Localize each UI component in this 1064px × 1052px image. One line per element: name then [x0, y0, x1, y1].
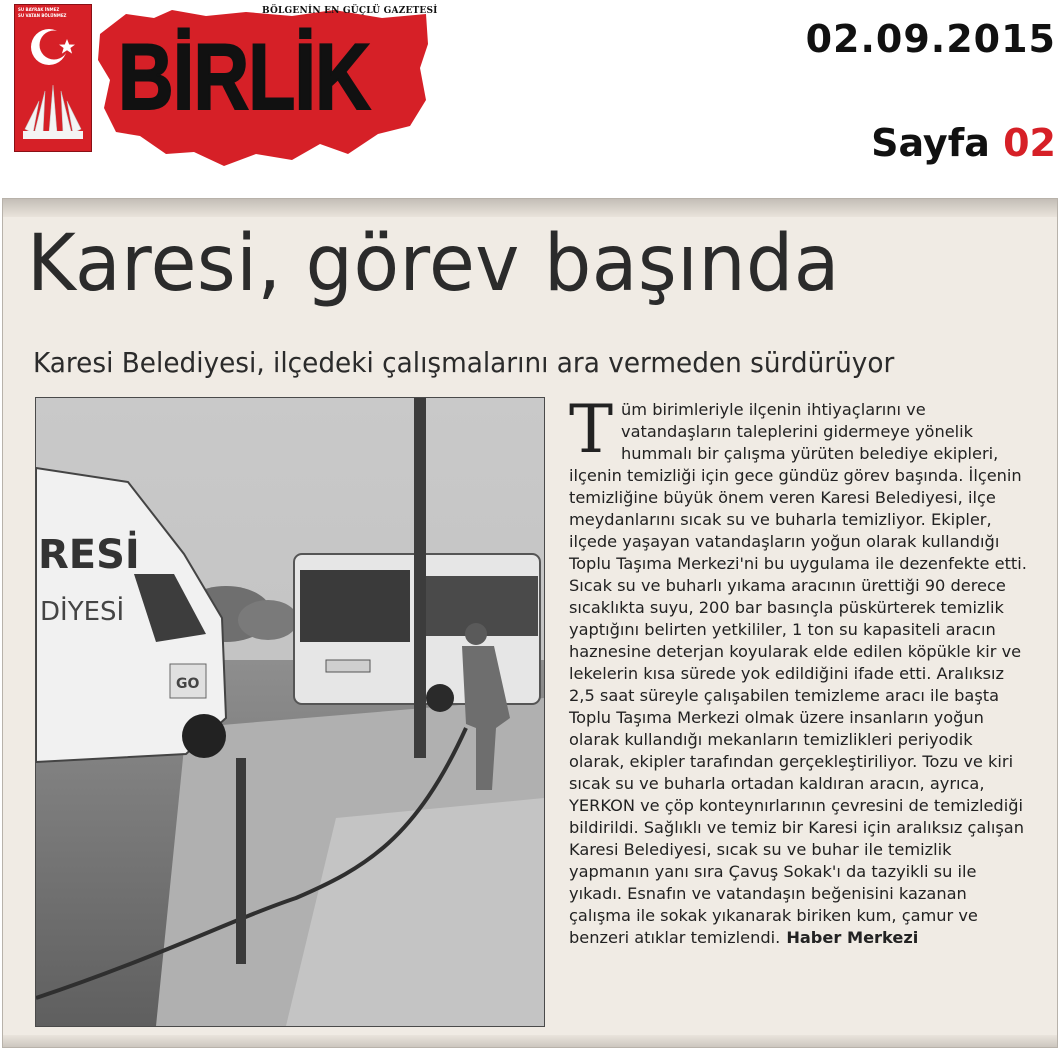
article-text: üm birimleriyle ilçenin ihtiyaçlarını ve vatandaşların taleplerini gidermeye yönelik hummalı bir çalışma yürüten belediye ekipleri, ilçenin temizliği için gece gündüz görev başında. İlçenin temizliğine büyük önem veren Karesi Belediyesi, ilçe meydanlarını sıcak su ve buharla temizliyor. Ekipler, ilçede yaşayan vatandaşların yoğun olarak kullandığı Toplu Taşıma Merkezi'ni bu uygulama ile dezenfekte etti. Sıcak su ve buharlı yıkama aracının ürettiği 90 derece sıcaklıkta suyu, 200 bar basınçla püskürterek temizlik yaptığını belirten yetkililer, 1 ton su kapasiteli aracın haznesine deterjan koyularak elde edilen köpükle kir ve lekelerin kısa sürede yok edildiğini ifade etti. Aralıksız 2,5 saat süreyle çalışabilen temizleme aracı ile başta Toplu Taşıma Merkezi olmak üzere insanların yoğun olarak kullandığı mekanların temizlikleri periyodik olarak, ekipler tarafından gerçekleştiriliyor. Tozu ve kiri sıcak su ve buharla ortadan kaldıran aracın, ayrıca, YERKON ve çöp konteynırlarının çevresini de temizlediği bildirildi. Sağlıklı ve temiz bir Karesi için aralıksız çalışan Karesi Belediyesi, sıcak su ve buhar ile temizlik yapmanın yanı sıra Çavuş Sokak'ı da tazyikli su ile yıkadı. Esnafın ve vatandaşın beğenisini kazanan çalışma ile sokak yıkanarak biriken kum, çamur ve benzeri atıklar temizlendi.	[569, 400, 1027, 947]
newspaper-logo-text: BİRLİK	[118, 24, 370, 129]
article-photo	[35, 397, 545, 1027]
emblem-line-2: SU VATAN BÖLÜNMEZ	[18, 13, 67, 18]
article-headline: Karesi, görev başında	[27, 219, 840, 309]
clip-edge-bottom	[3, 1035, 1057, 1047]
page-number: 02	[1003, 121, 1056, 165]
crescent-star-icon	[15, 5, 91, 151]
article-body	[569, 391, 1031, 949]
page-label	[871, 121, 1056, 165]
van-text-1: RESİ	[38, 532, 140, 578]
article-dropcap: T	[569, 391, 614, 468]
clip-edge-top	[3, 199, 1057, 217]
news-clipping	[2, 198, 1058, 1048]
newspaper-emblem	[14, 4, 92, 152]
emblem-line-1: SU BAYRAK İNMEZ	[18, 7, 60, 12]
van-text-2: DİYESİ	[40, 597, 125, 627]
newspaper-motto: BÖLGENİN EN GÜÇLÜ GAZETESİ	[262, 6, 438, 16]
article-subheadline: Karesi Belediyesi, ilçedeki çalışmalarını ara vermeden sürdürüyor	[33, 346, 895, 379]
publication-date: 02.09.2015	[805, 17, 1056, 61]
van-door-logo: GO	[176, 676, 200, 692]
article-byline: Haber Merkezi	[786, 928, 919, 947]
page-prefix: Sayfa	[871, 121, 990, 165]
